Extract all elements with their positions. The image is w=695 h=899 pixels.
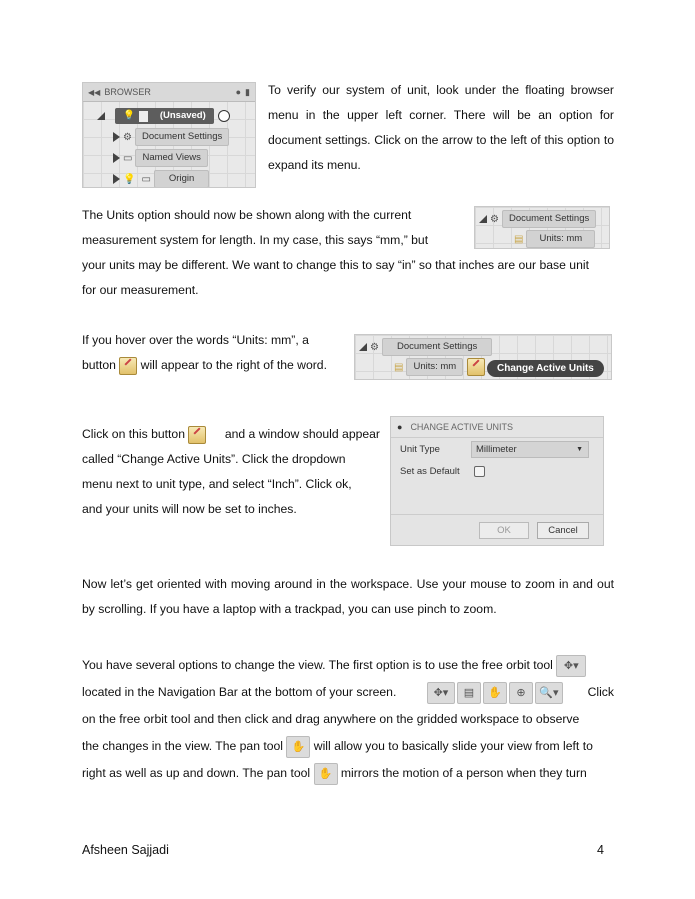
paragraph-orientation: Now let’s get oriented with moving around in the workspace. Use your mouse to zoom in and out by scrolling. If you have a laptop with a trackpad, you can use pinch to zoom. <box>82 577 614 616</box>
text-line <box>82 422 380 447</box>
gear-icon: ⚙ <box>490 213 499 225</box>
document-icon: ▤ <box>394 361 404 373</box>
text-line <box>82 760 614 787</box>
text-fragment: Click <box>587 685 614 699</box>
document-icon <box>139 111 148 122</box>
browser-item-label: Document Settings <box>135 128 229 146</box>
text-fragment: the changes in the view. The pan tool <box>82 739 284 753</box>
text-line <box>82 652 614 679</box>
page-number: 4 <box>597 843 604 857</box>
browser-screenshot <box>82 82 256 188</box>
set-default-checkbox[interactable] <box>474 466 485 477</box>
pin-icon: ● <box>235 87 242 97</box>
text-fragment: button <box>82 358 116 372</box>
change-active-units-dialog <box>390 416 604 546</box>
text-fragment: located in the Navigation Bar at the bottom of your screen. <box>82 685 397 699</box>
panel-toggle-icon: ▮ <box>245 86 250 97</box>
edit-units-icon <box>119 357 137 375</box>
folder-icon: ▭ <box>123 152 133 164</box>
text-line: menu next to unit type, and select “Inch”. Click ok, <box>82 477 352 491</box>
text-line: and your units will now be set to inches. <box>82 502 297 516</box>
expand-right-icon[interactable] <box>113 174 120 184</box>
ok-button[interactable]: OK <box>479 522 529 539</box>
browser-item-origin[interactable] <box>113 170 209 188</box>
cancel-button[interactable]: Cancel <box>537 522 589 539</box>
paragraph-click-button <box>82 422 380 522</box>
text-line <box>82 353 350 378</box>
change-active-units-tooltip: Change Active Units <box>487 360 604 377</box>
pan-hand-icon[interactable]: ✋ <box>483 682 507 704</box>
unit-type-label: Unit Type <box>400 444 440 455</box>
pan-hand-icon: ✋ <box>286 736 310 758</box>
browser-header-label: BROWSER <box>104 87 151 97</box>
look-at-icon[interactable]: ▤ <box>457 682 481 704</box>
folder-icon: ▭ <box>141 173 151 185</box>
text-fragment: will appear to the right of the word. <box>140 358 327 372</box>
lightbulb-icon: 💡 <box>123 110 135 121</box>
set-default-label: Set as Default <box>400 466 460 477</box>
expand-down-icon <box>97 112 105 120</box>
document-settings-label: Document Settings <box>382 338 492 356</box>
units-screenshot <box>474 206 610 249</box>
document-settings-label: Document Settings <box>502 210 596 228</box>
pan-hand-icon: ✋ <box>314 763 338 785</box>
text-fragment: Click on this button <box>82 427 185 441</box>
hover-screenshot <box>354 334 612 380</box>
edit-units-icon <box>188 426 206 444</box>
text-line: for our measurement. <box>82 283 199 297</box>
zoom-icon[interactable]: ⊕ <box>509 682 533 704</box>
text-fragment: You have several options to change the view. The first option is to use the free orbit tool <box>82 658 553 672</box>
paragraph-hover <box>82 328 350 378</box>
expand-down-icon <box>479 215 487 223</box>
orbit-tool-icon: ✥▾ <box>556 655 586 677</box>
dialog-title: CHANGE ACTIVE UNITS <box>410 422 513 432</box>
text-line <box>82 679 614 706</box>
expand-right-icon[interactable] <box>113 153 120 163</box>
unit-type-select[interactable] <box>471 441 589 458</box>
orbit-tool-icon[interactable]: ✥▾ <box>427 682 455 704</box>
paragraph-view-options <box>82 652 614 787</box>
text-line: measurement system for length. In my case, this says “mm,” but <box>82 233 429 247</box>
collapse-icon: ◀◀ <box>88 87 101 97</box>
dialog-titlebar <box>391 417 603 438</box>
text-fragment: right as well as up and down. The pan tool <box>82 766 311 780</box>
gear-icon: ⚙ <box>370 341 379 353</box>
browser-item-named-views[interactable] <box>113 149 208 167</box>
edit-units-button[interactable] <box>467 358 485 376</box>
browser-item-document-settings[interactable] <box>113 128 229 146</box>
gear-icon: ⚙ <box>123 131 132 143</box>
paragraph-units-intro: To verify our system of unit, look under the floating browser menu in the upper left corner. There will be an option for document settings. Click on the arrow to the left of this option to expand its menu. <box>268 83 614 172</box>
units-label: Units: mm <box>526 230 595 248</box>
browser-root-label: (Unsaved) <box>159 110 206 121</box>
dialog-menu-icon: ● <box>397 422 403 432</box>
browser-root <box>115 108 214 124</box>
text-line: on the free orbit tool and then click and drag anywhere on the gridded workspace to observe <box>82 712 580 726</box>
text-line: The Units option should now be shown along with the current <box>82 208 412 222</box>
expand-right-icon[interactable] <box>113 132 120 142</box>
browser-header <box>83 83 255 102</box>
units-label: Units: mm <box>406 358 463 376</box>
text-fragment: and a window should appear <box>224 427 380 441</box>
chevron-down-icon: ▼ <box>576 446 583 453</box>
footer-author: Afsheen Sajjadi <box>82 843 169 857</box>
navigation-bar <box>427 682 563 704</box>
browser-item-label: Named Views <box>135 149 207 167</box>
text-line: called “Change Active Units”. Click the dropdown <box>82 452 346 466</box>
text-line <box>82 733 614 760</box>
expand-down-icon <box>359 343 367 351</box>
text-line: your units may be different. We want to change this to say “in” so that inches are our base unit <box>82 258 589 272</box>
zoom-window-icon[interactable]: 🔍▾ <box>535 682 563 704</box>
radio-target-icon <box>218 110 230 122</box>
lightbulb-icon: 💡 <box>123 173 136 185</box>
browser-item-label: Origin <box>154 170 209 188</box>
document-icon: ▤ <box>514 233 524 245</box>
text-line: If you hover over the words “Units: mm”, a <box>82 333 309 347</box>
text-fragment: will allow you to basically slide your view from left to <box>313 739 593 753</box>
text-fragment: mirrors the motion of a person when they turn <box>340 766 587 780</box>
unit-type-value: Millimeter <box>476 444 517 455</box>
